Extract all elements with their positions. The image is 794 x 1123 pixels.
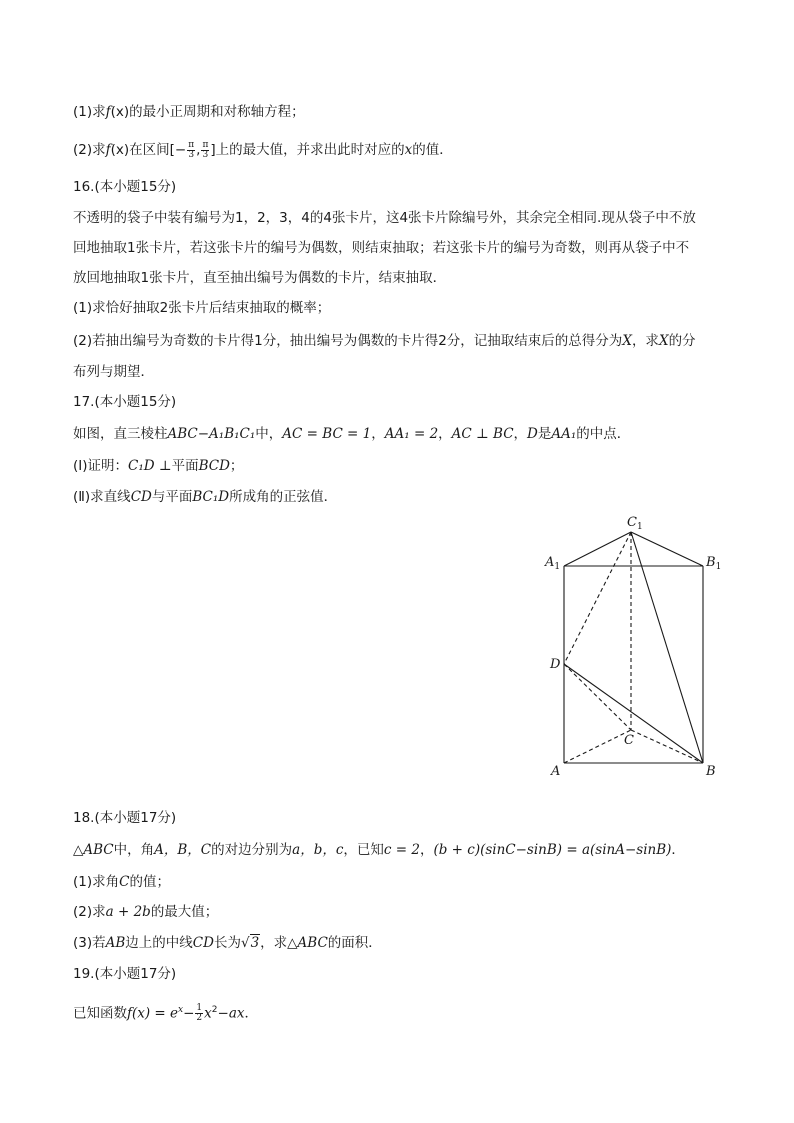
label-B1: $B_1$ [706,555,722,572]
q17-part1-text: (Ⅰ)证明： [73,458,129,474]
q18-part1-text: (1)求角 [73,874,120,890]
q18-triangle-symbol: △ [73,842,84,858]
q18-part3-AB: AB [105,935,126,951]
q19-fx: f(x) = e [127,1005,179,1022]
q19-minus: − [183,1005,195,1022]
q19-frac-half: $\frac{1}{2}$ [196,1003,203,1023]
q17-part2-text2: 与平面 [151,489,193,505]
q17-stem-text3: 是 [537,426,552,442]
q17-part2-CD: CD [130,489,152,505]
q17-cond1: AC = BC = 1 [282,426,372,442]
label-B: B [706,764,716,779]
q18-stem-end: ． [671,842,685,858]
q15-part2-interval-open: (x)在区间[− [110,142,187,158]
q18-header: 18.(本小题17分) [73,810,177,826]
q15-frac-2: $\frac{\pi}{3}$ [202,139,209,160]
q18-part3-text2: 边上的中线 [125,935,193,951]
q18-part3-text5: 的面积． [327,935,382,951]
label-D: D [550,657,561,672]
q17-prism: ABC−A₁B₁C₁ [167,426,256,442]
q15-part1-text2: (x)的最小正周期和对称轴方程； [110,104,305,120]
q19-exp: x [178,1005,184,1015]
q18-equation: (b + c)(sinC−sinB) = a(sinA−sinB) [433,842,672,858]
q17-stem [73,424,630,444]
q18-stem-text3: ，已知 [343,842,384,858]
q19-header: 19.(本小题17分) [73,966,177,982]
q16-X1: X [622,333,632,349]
q15-part1-f: f [105,104,111,120]
q19-stem [73,1000,258,1024]
q17-part1-math: C₁D ⊥ [128,458,172,474]
edge-C1-D [564,532,631,664]
q17-part1 [73,456,243,476]
q17-sep3: ， [513,426,528,442]
edge-C1-B [631,532,703,763]
q18-part2 [73,902,218,922]
edge-A1-C1 [564,532,631,566]
q17-part2-text3: 所成角的正弦值． [229,489,338,505]
q17-stem-text2: 中， [255,426,283,442]
q15-part1 [73,102,305,122]
q17-sep1: ， [371,426,385,442]
q18-part2-text: (2)求 [73,904,106,920]
q18-sqrt-value: 3 [250,935,260,951]
q17-part1-plane: BCD [198,458,230,474]
q16-stem-line3: 放回地抽取1张卡片，直至抽出编号为偶数的卡片，结束抽取． [73,270,447,286]
q16-part2-line1 [73,331,696,351]
q17-AA1: AA₁ [551,426,577,442]
q18-sqrt-symbol: √ [240,935,250,951]
q18-part3-text: (3)若 [73,935,106,951]
q18-stem-text2: 的对边分别为 [211,842,293,858]
q18-part3-text4: ，求△ [260,935,298,951]
q18-part2-text2: 的最大值； [150,904,219,920]
q16-part2-text3: 的分 [668,333,696,349]
q18-stem [73,840,685,860]
q17-header: 17.(本小题15分) [73,394,177,410]
q17-stem-text4: 的中点． [576,426,631,442]
q18-sep: ， [419,842,434,858]
q16-part2-text: (2)若抽出编号为奇数的卡片得1分，抽出编号为偶数的卡片得2分，记抽取结束后的总得分为 [73,333,623,349]
q19-square: 2 [211,1005,218,1015]
q19-x: x [204,1005,212,1022]
label-C: C [624,733,634,748]
q17-part1-text3: ； [229,458,244,474]
edge-A-C [564,730,631,763]
q19-tail: −ax [217,1005,245,1022]
q15-part2-text3: ]上的最大值，并求出此时对应的 [210,142,405,158]
q17-cond3: AC ⊥ BC [451,426,514,442]
q15-part2 [73,140,453,160]
q15-part2-text: (2)求 [73,142,106,158]
edge-C1-B1 [631,532,703,566]
q15-comma: , [196,142,201,158]
q16-stem-line1: 不透明的袋子中装有编号为1，2，3，4的4张卡片，这4张卡片除编号外，其余完全相同.现从袋子中不放 [73,210,696,226]
q18-part3-CD: CD [192,935,214,951]
q15-frac-1: $\frac{\pi}{3}$ [188,139,195,160]
q18-sides: a，b，c [292,842,344,858]
q18-angles: A，B，C [154,842,212,858]
edge-D-C [564,664,631,730]
q16-header: 16.(本小题15分) [73,179,177,195]
q17-sep2: ， [438,426,452,442]
q16-X2: X [658,333,669,349]
q17-part2-text: (Ⅱ)求直线 [73,489,131,505]
q18-part1 [73,872,170,892]
edge-D-B [564,664,703,763]
q18-c-value: c = 2 [383,842,420,858]
q18-stem-text: 中，角 [113,842,155,858]
q15-part2-x: x [404,142,413,158]
q18-part1-C: C [119,874,130,890]
label-A: A [551,764,561,779]
label-A1: $A_1$ [545,555,561,572]
q18-part3 [73,933,382,953]
q18-part1-text2: 的值； [129,874,170,890]
q17-part2 [73,487,337,507]
q16-part2-text2: ，求 [631,333,659,349]
q19-stem-text: 已知函数 [73,1005,127,1022]
q15-part1-text: (1)求 [73,104,106,120]
edge-C-B [631,730,703,763]
label-C1: $C_1$ [627,515,643,532]
q18-part3-ABC: ABC [297,935,328,951]
q18-part3-text3: 长为 [213,935,241,951]
q16-stem-line2: 回地抽取1张卡片，若这张卡片的编号为偶数，则结束抽取；若这张卡片的编号为奇数，则再从袋子中不 [73,240,690,256]
q19-stem-end: ． [244,1005,258,1022]
q17-part2-plane: BC₁D [192,489,230,505]
q17-stem-text: 如图，直三棱柱 [73,426,168,442]
q18-part2-expr: a + 2b [105,904,151,920]
q16-part1: (1)求恰好抽取2张卡片后结束抽取的概率； [73,300,331,316]
q18-ABC: ABC [83,842,114,858]
q15-part2-text4: 的值． [412,142,453,158]
q15-part2-f: f [105,142,111,158]
q16-part2-line2: 布列与期望． [73,364,154,380]
q17-cond2: AA₁ = 2 [384,426,439,442]
q17-part1-text2: 平面 [171,458,199,474]
q17-D: D [527,426,538,442]
